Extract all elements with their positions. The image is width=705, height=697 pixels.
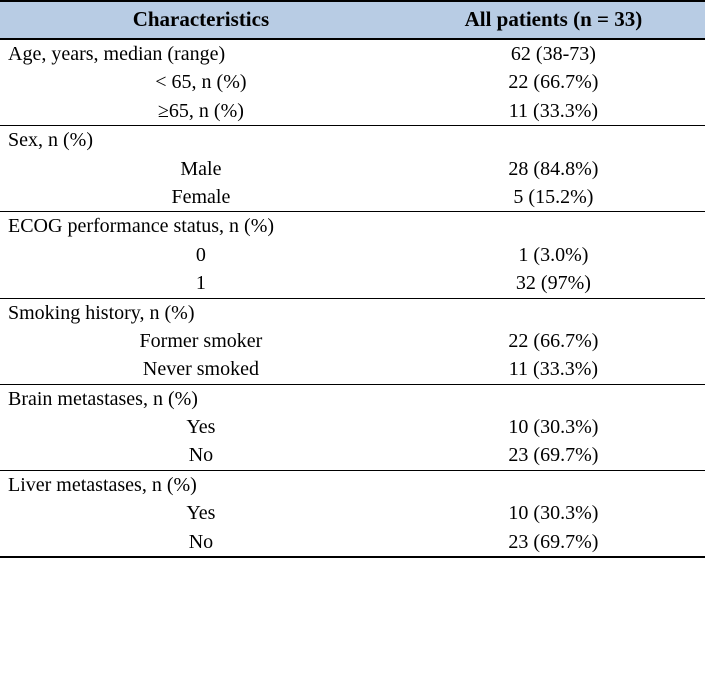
column-header-all-patients: All patients (n = 33) (402, 1, 705, 39)
row-label: Brain metastases, n (%) (0, 384, 402, 413)
table-row (0, 298, 705, 327)
table-row (0, 528, 705, 557)
table-row (0, 413, 705, 441)
row-label: No (188, 444, 214, 467)
row-label: No (0, 528, 402, 557)
row-label: Yes (186, 416, 216, 439)
column-header-characteristics: Characteristics (0, 1, 402, 39)
table-row (0, 384, 705, 413)
row-value (402, 212, 705, 241)
row-value: 22 (66.7%) (508, 329, 599, 352)
row-value: 11 (33.3%) (508, 358, 599, 381)
row-label: Smoking history, n (%) (0, 298, 402, 327)
row-value: 10 (30.3%) (508, 416, 599, 439)
table-row (0, 39, 705, 68)
row-label: Female (171, 185, 231, 208)
table-row (0, 499, 705, 527)
row-label: Former smoker (139, 329, 263, 352)
row-label: Yes (186, 502, 216, 525)
table-row (0, 441, 705, 470)
row-label: Male (180, 157, 222, 180)
table-row (0, 183, 705, 212)
table-row (0, 269, 705, 298)
table-row (0, 327, 705, 355)
row-value (402, 126, 705, 155)
table-row (0, 241, 705, 269)
row-value: 32 (97%) (515, 272, 591, 295)
table-row (0, 155, 705, 183)
row-value: 11 (33.3%) (508, 99, 599, 122)
row-value (402, 470, 705, 499)
row-value: 23 (69.7%) (508, 444, 599, 467)
row-value: 23 (69.7%) (402, 528, 705, 557)
row-label: Liver metastases, n (%) (0, 470, 402, 499)
table-body (0, 39, 705, 557)
row-value (402, 298, 705, 327)
row-label: ECOG performance status, n (%) (0, 212, 402, 241)
row-label: 1 (195, 272, 206, 295)
row-label: Age, years, median (range) (8, 43, 226, 65)
row-label: 0 (195, 243, 206, 266)
row-value: 62 (38-73) (510, 43, 596, 65)
row-value: 1 (3.0%) (518, 243, 589, 266)
row-label: Never smoked (142, 358, 259, 381)
row-value: 10 (30.3%) (508, 502, 599, 525)
table-header-row (0, 1, 705, 39)
row-label: Sex, n (%) (0, 126, 402, 155)
table-header (0, 1, 705, 39)
table-row (0, 212, 705, 241)
row-value: 22 (66.7%) (508, 71, 599, 94)
table-row (0, 470, 705, 499)
table-row (0, 355, 705, 384)
table-row (0, 97, 705, 126)
row-value: 5 (15.2%) (513, 185, 594, 208)
row-label: < 65, n (%) (155, 71, 247, 94)
row-value: 28 (84.8%) (508, 157, 599, 180)
table-row (0, 68, 705, 96)
row-label: ≥65, n (%) (157, 99, 244, 122)
row-value (402, 384, 705, 413)
table-row (0, 126, 705, 155)
